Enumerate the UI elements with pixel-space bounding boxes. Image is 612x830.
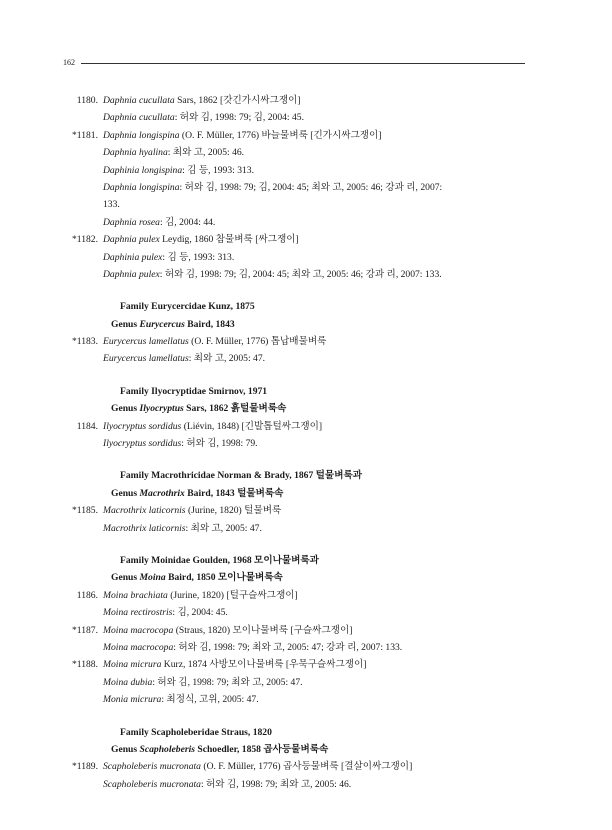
species-entry-1186 [0,587,612,604]
author: Leydig, 1860 [162,234,214,246]
reference-line [0,214,612,231]
entry-number: *1189. [71,761,98,773]
species-name: laticornis [148,505,186,517]
synonym-name: Monia micrura [103,694,162,706]
genus-name: Daphnia [103,129,137,141]
reference-line [0,674,612,691]
family-heading: Family Macrothricidae Norman & Brady, 1867 털물벼룩과 [120,470,363,482]
page-number: 162 [63,58,75,67]
citation: : 허와 김, 1998: 79; 김, 2004: 45; 최와 고, 2005: 46; 강과 리, 2007: 133. [159,268,442,280]
family-heading: Family Scapholeberidae Straus, 1820 [120,726,272,738]
author: (O. F. Müller, 1776) [181,129,260,141]
reference-line [0,179,612,196]
citation: : 허와 김, 1998: 79; 김, 2004: 45; 최와 고, 2005: 46; 강과 리, 2007: [179,181,443,193]
korean-name: 참물벼룩 [싸그쟁이] [215,234,299,246]
genus-heading: Genus Scapholeberis Schoedler, 1858 곱사등물벼룩속 [111,743,329,755]
species-entry-1180 [0,92,612,109]
entry-number: *1188. [71,659,98,671]
species-name: macrocopa [130,624,174,636]
species-name: cucullata [138,95,175,106]
korean-name: 모이나물벼룩 [구슬싸그쟁이] [232,624,353,636]
family-heading: Family Eurycercidae Kunz, 1875 [120,301,255,313]
synonym-name: Daphnia longispina [103,181,180,193]
korean-name: [긴발톱털싸그쟁이] [241,420,323,432]
genus-heading-name: Moina [139,572,166,584]
synonym-name: Scapholeberis mucronata [103,778,201,790]
citation: : 김 등, 1993: 313. [182,164,254,176]
synonym-name: Moina rectirostris [103,607,173,619]
species-entry-1188 [0,656,612,673]
species-name: longispina [138,129,180,141]
korean-name: 사방모이나물벼룩 [우묵구슬싸그쟁이] [209,659,367,671]
citation: : 최와 고, 2005: 46. [167,147,245,159]
genus-heading-name: Eurycercus [139,318,185,330]
species-list [0,92,612,793]
citation: : 김 등, 1993: 313. [162,251,235,263]
genus-name: Moina [103,624,129,636]
author: (Jurine, 1820) [170,589,225,601]
synonym-name: Daphnia pulex [103,268,160,280]
citation: : 최와 고, 2005: 47. [188,353,266,365]
genus-name: Scapholeberis [103,761,158,773]
genus-heading: Genus Eurycercus Baird, 1843 [111,318,235,330]
korean-name: 톱납배물벼룩 [270,336,327,348]
entry-number: 1180. [76,95,98,106]
entry-number: *1182. [71,234,98,246]
reference-line [0,162,612,179]
genus-name: Daphnia [103,234,137,246]
author: (Liévin, 1848) [183,420,240,432]
genus-heading-name: Scapholeberis [139,743,195,755]
species-name: lamellatus [148,336,189,348]
species-name: brachiata [130,589,168,601]
citation: : 김, 2004: 44. [159,216,216,228]
species-entry-1185 [0,502,612,519]
entry-number: *1187. [71,624,98,636]
species-entry-1184 [0,418,612,435]
genus-heading: Genus Moina Baird, 1850 모이나물벼룩속 [111,572,283,584]
citation: : 최정식, 고위, 2005: 47. [161,694,259,706]
page-header [63,58,525,67]
reference-line [0,604,612,621]
header-rule [81,63,525,64]
korean-name: 곱사등물벼룩 [결살이싸그쟁이] [283,761,413,773]
author: (Straus, 1820) [175,624,231,636]
genus-heading-name: Macrothrix [139,487,185,499]
author: (O. F. Müller, 1776) [203,761,281,773]
synonym-name: Daphinia longispina [103,164,183,176]
citation: 133. [103,199,120,211]
genus-name: Moina [103,659,129,671]
synonym-name: Daphnia cucullata [103,112,175,124]
entry-number: *1183. [71,336,98,348]
author: Sars, 1862 [177,95,218,106]
reference-line [0,249,612,266]
citation: : 허와 김, 1998: 79; 최와 고, 2005: 47. [152,676,303,688]
reference-line [0,109,612,126]
species-entry-1183 [0,333,612,350]
genus-heading: Genus Macrothrix Baird, 1843 털물벼룩속 [111,487,284,499]
entry-number: *1181. [71,129,98,141]
reference-line [0,144,612,161]
author: (O. F. Müller, 1776) [191,336,269,348]
family-heading: Family Moinidae Goulden, 1968 모이나물벼룩과 [120,554,319,566]
reference-line [0,639,612,656]
species-entry-1181 [0,127,612,144]
reference-line [0,435,612,452]
citation: : 허와 김, 1998: 79; 김, 2004: 45. [174,112,304,124]
synonym-name: Macrothrix laticornis [103,522,186,534]
genus-name: Daphnia [103,95,137,106]
genus-name: Macrothrix [103,505,147,517]
synonym-name: Ilyocryptus sordidus [103,438,182,450]
citation: : 김, 2004: 45. [172,607,228,619]
author: Kurz, 1874 [163,659,207,671]
entry-number: 1184. [76,420,98,432]
species-name: sordidus [148,420,182,432]
genus-name: Eurycercus [103,336,147,348]
synonym-name: Daphnia hyalina [103,147,168,159]
synonym-name: Eurycercus lamellatus [103,353,189,365]
reference-line [0,520,612,537]
citation: : 최와 고, 2005: 47. [185,522,262,534]
species-entry-1182 [0,231,612,248]
species-name: pulex [138,234,160,246]
author: (Jurine, 1820) [187,505,242,517]
species-name: mucronata [159,761,201,773]
korean-name: [갓긴가시싸그쟁이] [220,95,301,106]
citation: : 허와 김, 1998: 79; 최와 고, 2005: 46. [200,778,352,790]
synonym-name: Moina macrocopa [103,641,174,653]
korean-name: [털구슬싸그쟁이] [226,589,298,601]
citation: : 허와 김, 1998: 79; 최와 고, 2005: 47; 강과 리, 2007: 133. [173,641,403,653]
genus-heading-name: Ilyocryptus [139,403,184,415]
reference-line [0,266,612,283]
synonym-name: Daphinia pulex [103,251,163,263]
entry-number: 1186. [76,589,98,601]
korean-name: 바늘물벼룩 [긴가시싸그쟁이] [261,129,382,141]
reference-line [0,776,612,793]
synonym-name: Daphnia rosea [103,216,160,228]
family-heading: Family Ilyocryptidae Smirnov, 1971 [120,385,268,397]
reference-line-continued [0,196,612,213]
genus-heading: Genus Ilyocryptus Sars, 1862 흙털물벼룩속 [111,403,287,415]
species-entry-1187 [0,622,612,639]
citation: : 허와 김, 1998: 79. [181,438,258,450]
reference-line [0,350,612,367]
species-name: micrura [130,659,162,671]
korean-name: 털물벼룩 [244,505,282,517]
genus-name: Moina [103,589,129,601]
entry-number: *1185. [71,505,98,517]
genus-name: Ilyocryptus [103,420,147,432]
species-entry-1189 [0,758,612,775]
reference-line [0,691,612,708]
synonym-name: Moina dubia [103,676,153,688]
